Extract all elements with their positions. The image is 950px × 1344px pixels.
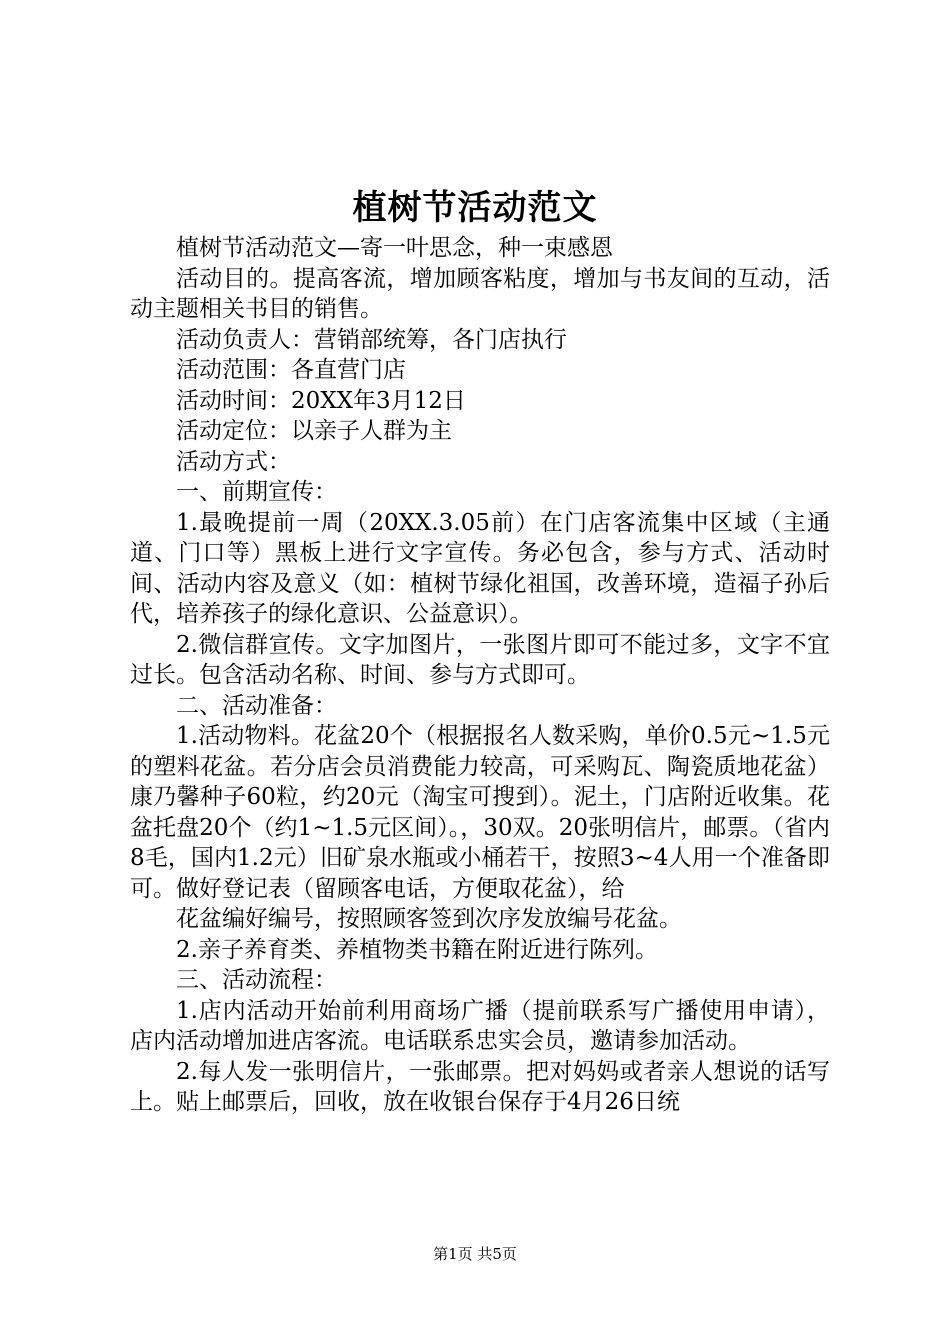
section-heading-promotion: 一、前期宣传： (176, 479, 337, 505)
section-heading-preparation: 二、活动准备： (176, 692, 337, 719)
paragraph-positioning: 活动定位：以亲子人群为主 (176, 418, 452, 444)
document-title: 植树节活动范文 (352, 188, 598, 228)
paragraph-preparation-1-cont: 花盆编好编号，按照顾客签到次序发放编号花盆。 (176, 906, 682, 932)
paragraph-preparation-2: 2.亲子养育类、养植物类书籍在附近进行陈列。 (176, 936, 658, 963)
paragraph-purpose: 活动目的。提高客流，增加顾客粘度，增加与书友间的互动，活动主题相关书目的销售。 (130, 265, 830, 322)
paragraph-method: 活动方式： (176, 448, 291, 475)
section-heading-process: 三、活动流程： (176, 967, 337, 993)
page-footer: 第1页 共5页 (433, 1245, 517, 1263)
paragraph-preparation-1: 1.活动物料。花盆20个（根据报名人数采购，单价0.5元~1.5元的塑料花盆。若分店会员消费能力较高，可采购瓦、陶瓷质地花盆）康乃馨种子60粒，约20元（淘宝可搜到）。泥土，门店附近收集。花盆托盘20个（约1~1.5元区间）。，30双。20张明信片，邮票。（省内8毛，国内1.2元）旧矿泉水瓶或小桶若干，按照3~4人用一个准备即可。做好登记表（留顾客电话，方便取花盆），给 (130, 723, 830, 902)
paragraph-time: 活动时间：20XX年3月12日 (176, 387, 466, 414)
document-body (130, 233, 830, 1118)
paragraph-owner: 活动负责人：营销部统筹，各门店执行 (176, 326, 567, 353)
paragraph-promotion-2: 2.微信群宣传。文字加图片，一张图片即可不能过多，文字不宜过长。包含活动名称、时间、参与方式即可。 (130, 631, 830, 688)
paragraph-scope: 活动范围：各直营门店 (176, 357, 406, 383)
paragraph-subtitle: 植树节活动范文—寄一叶思念，种一束感恩 (176, 235, 613, 261)
paragraph-process-1: 1.店内活动开始前利用商场广播（提前联系写广播使用申请），店内活动增加进店客流。电话联系忠实会员，邀请参加活动。 (130, 997, 830, 1054)
paragraph-process-2: 2.每人发一张明信片，一张邮票。把对妈妈或者亲人想说的话写上。贴上邮票后，回收，放在收银台保存于4月26日统 (130, 1058, 830, 1115)
paragraph-promotion-1: 1.最晚提前一周（20XX.3.05前）在门店客流集中区域（主通道、门口等）黑板上进行文字宣传。务必包含，参与方式、活动时间、活动内容及意义（如：植树节绿化祖国，改善环境，造福子孙后代，培养孩子的绿化意识、公益意识）。 (130, 509, 830, 627)
